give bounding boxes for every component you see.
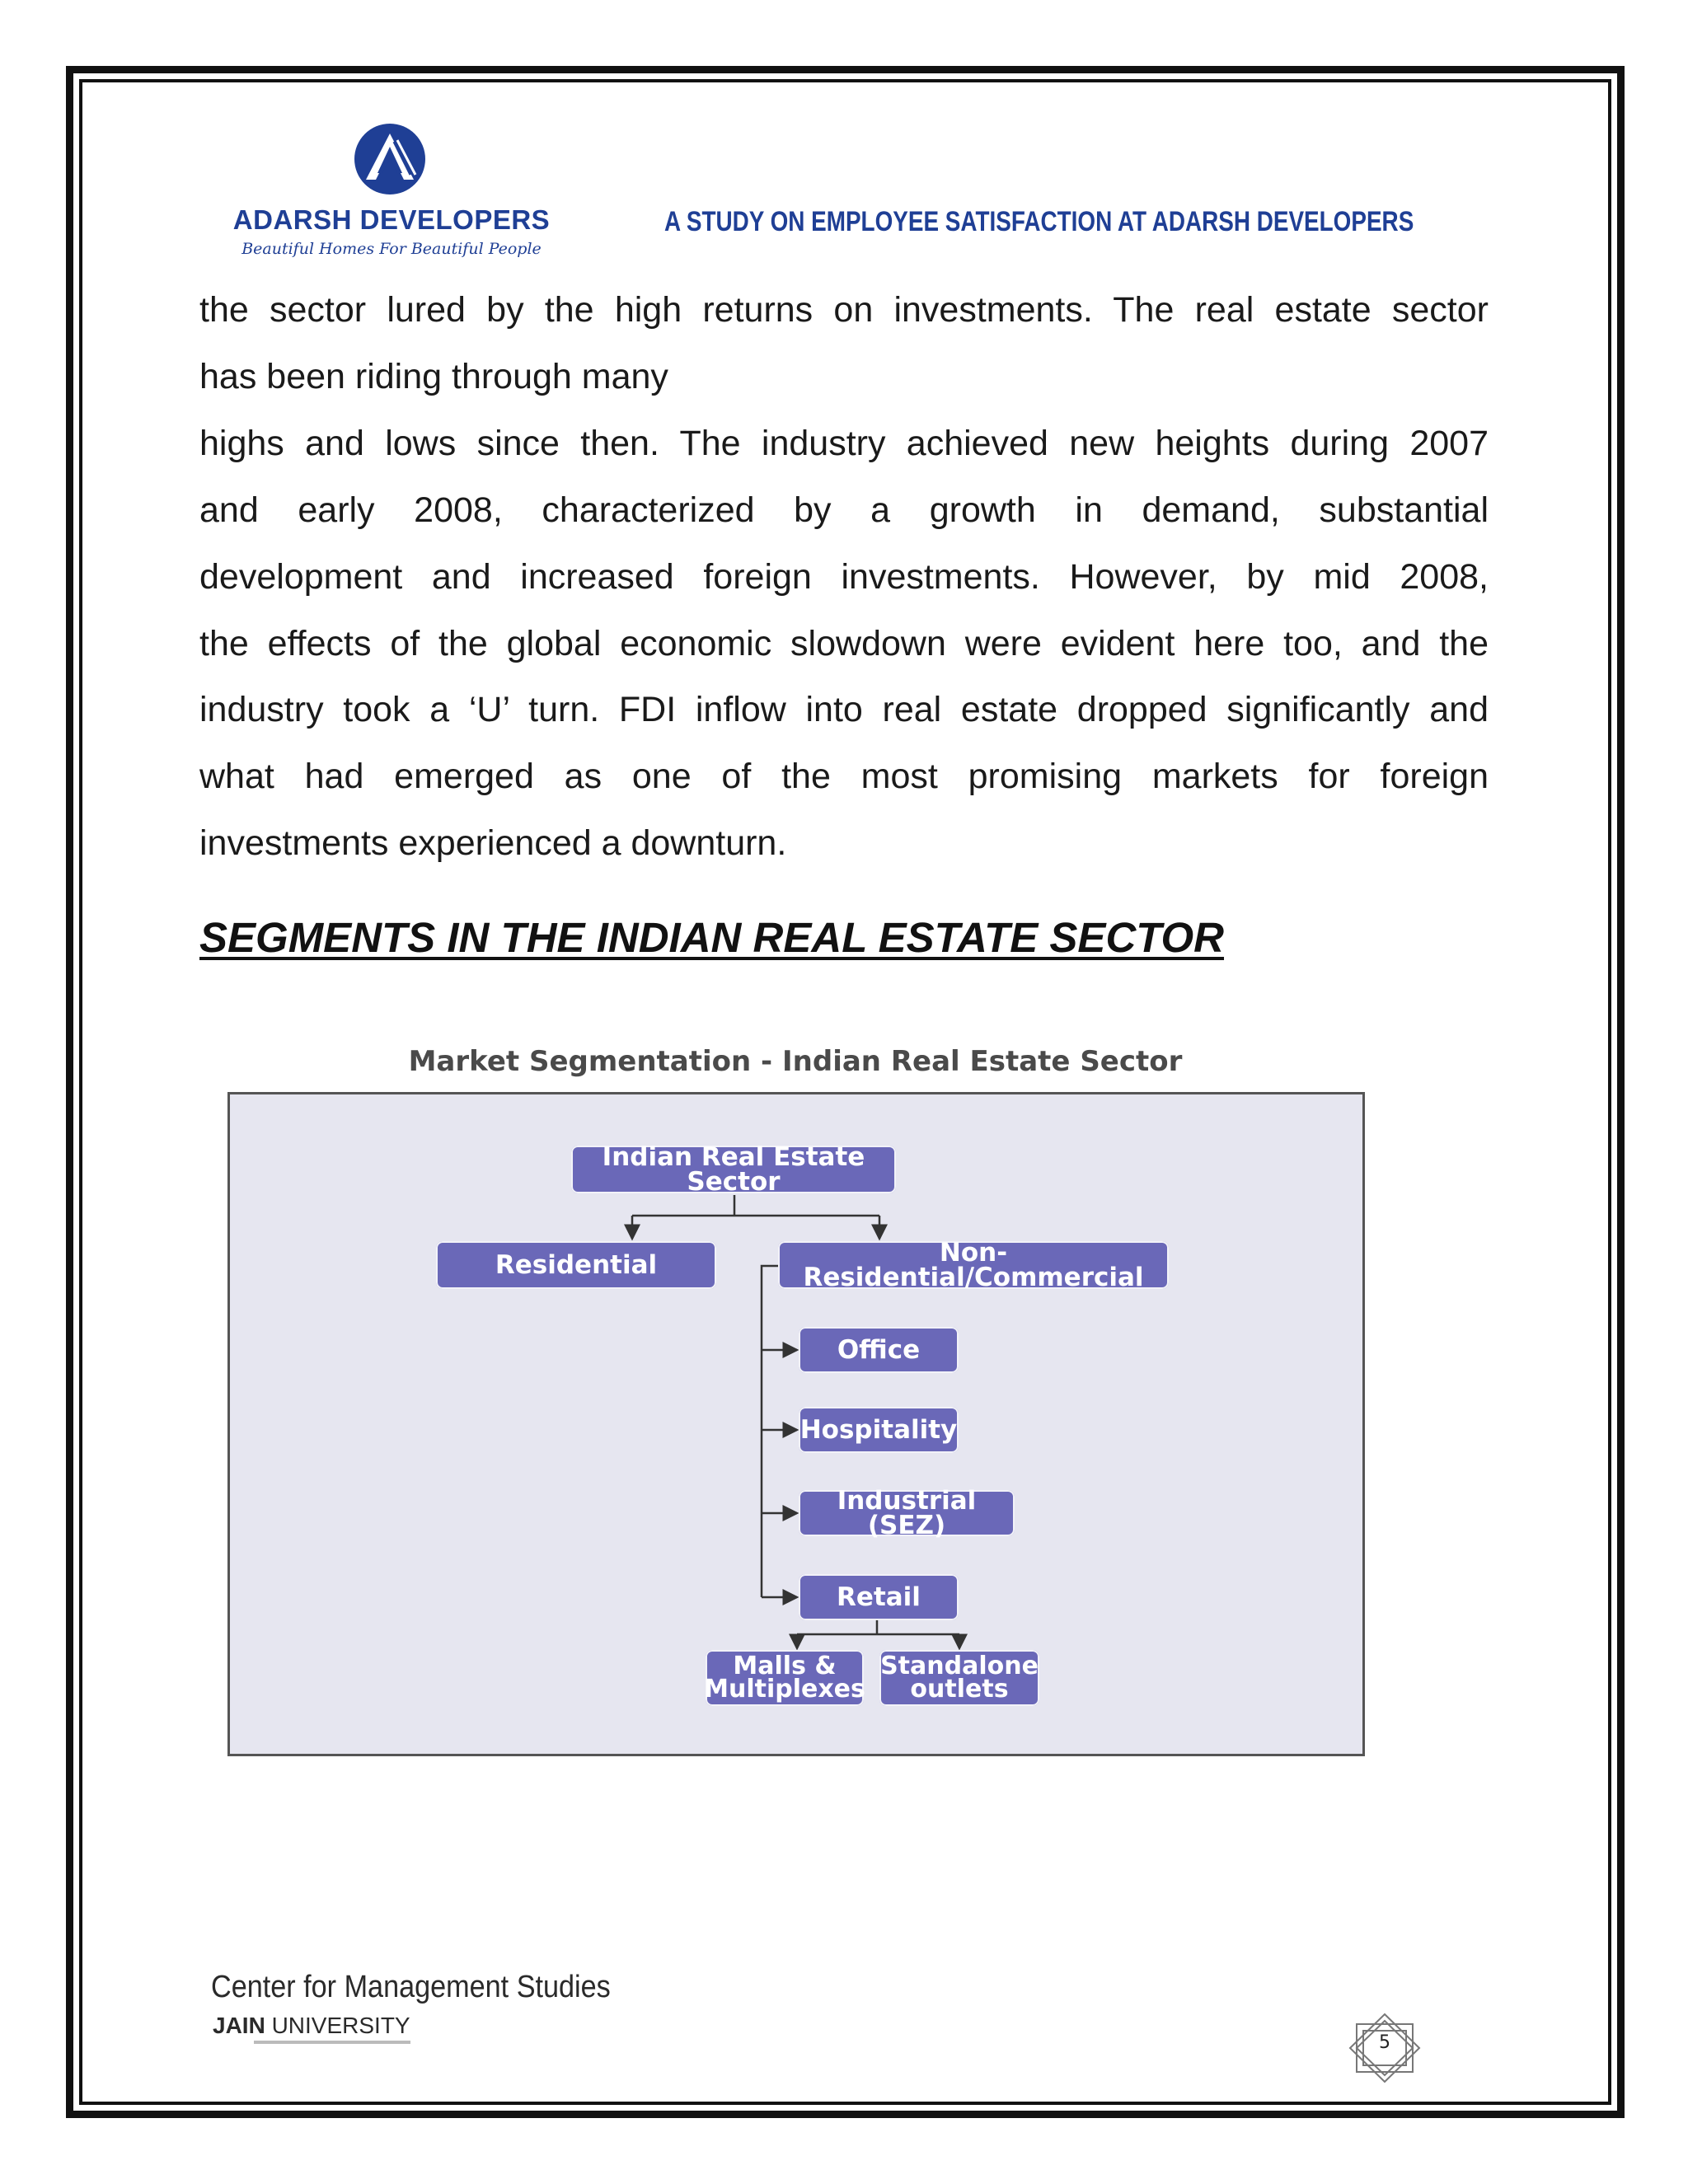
body-line: the sector lured by the high returns on investments. The real estate sector [199,290,1489,330]
logo-name: ADARSH DEVELOPERS [232,204,551,235]
node-hospitality: Hospitality [799,1407,959,1453]
body-line: and early 2008, characterized by a growth in demand, substantial [199,490,1489,530]
body-line: industry took a ‘U’ turn. FDI inflow into real estate dropped significantly and [199,690,1489,730]
diagram-caption: Market Segmentation - Indian Real Estate Sector [408,1045,1183,1078]
node-standalone-outlets: Standalone outlets [879,1650,1039,1706]
footer-fine-print-bar [254,2041,410,2044]
footer-university-rest: UNIVERSITY [265,2013,410,2038]
body-line: what had emerged as one of the most promising markets for foreign [199,757,1489,797]
section-heading: SEGMENTS IN THE INDIAN REAL ESTATE SECTOR [199,914,1225,961]
segmentation-diagram [227,1092,1365,1756]
node-non-residential-commercial: Non-Residential/Commercial [778,1241,1169,1289]
node-industrial-sez: Industrial (SEZ) [799,1490,1015,1536]
page-number: 5 [1379,2032,1390,2053]
footer-university [213,2013,410,2039]
node-office: Office [799,1327,959,1373]
body-line: has been riding through many [199,356,668,396]
node-indian-real-estate-sector: Indian Real Estate Sector [571,1146,896,1193]
node-residential: Residential [436,1241,716,1289]
body-paragraph [199,277,1489,877]
footer-university-bold: JAIN [213,2013,265,2038]
company-logo [223,122,560,266]
body-line: the effects of the global economic slowdown were evident here too, and the [199,623,1489,663]
node-malls-multiplexes: Malls & Multiplexes [706,1650,864,1706]
body-line: development and increased foreign investments. However, by mid 2008, [199,556,1489,597]
header-title: A STUDY ON EMPLOYEE SATISFACTION AT ADARSH DEVELOPERS [664,206,1414,237]
logo-tagline: Beautiful Homes For Beautiful People [241,240,542,258]
body-line: highs and lows since then. The industry achieved new heights during 2007 [199,423,1489,463]
logo-a-emblem-icon [353,122,427,196]
node-retail: Retail [799,1574,959,1620]
body-line: investments experienced a downturn. [199,823,787,864]
footer-center-name: Center for Management Studies [211,1970,611,2004]
